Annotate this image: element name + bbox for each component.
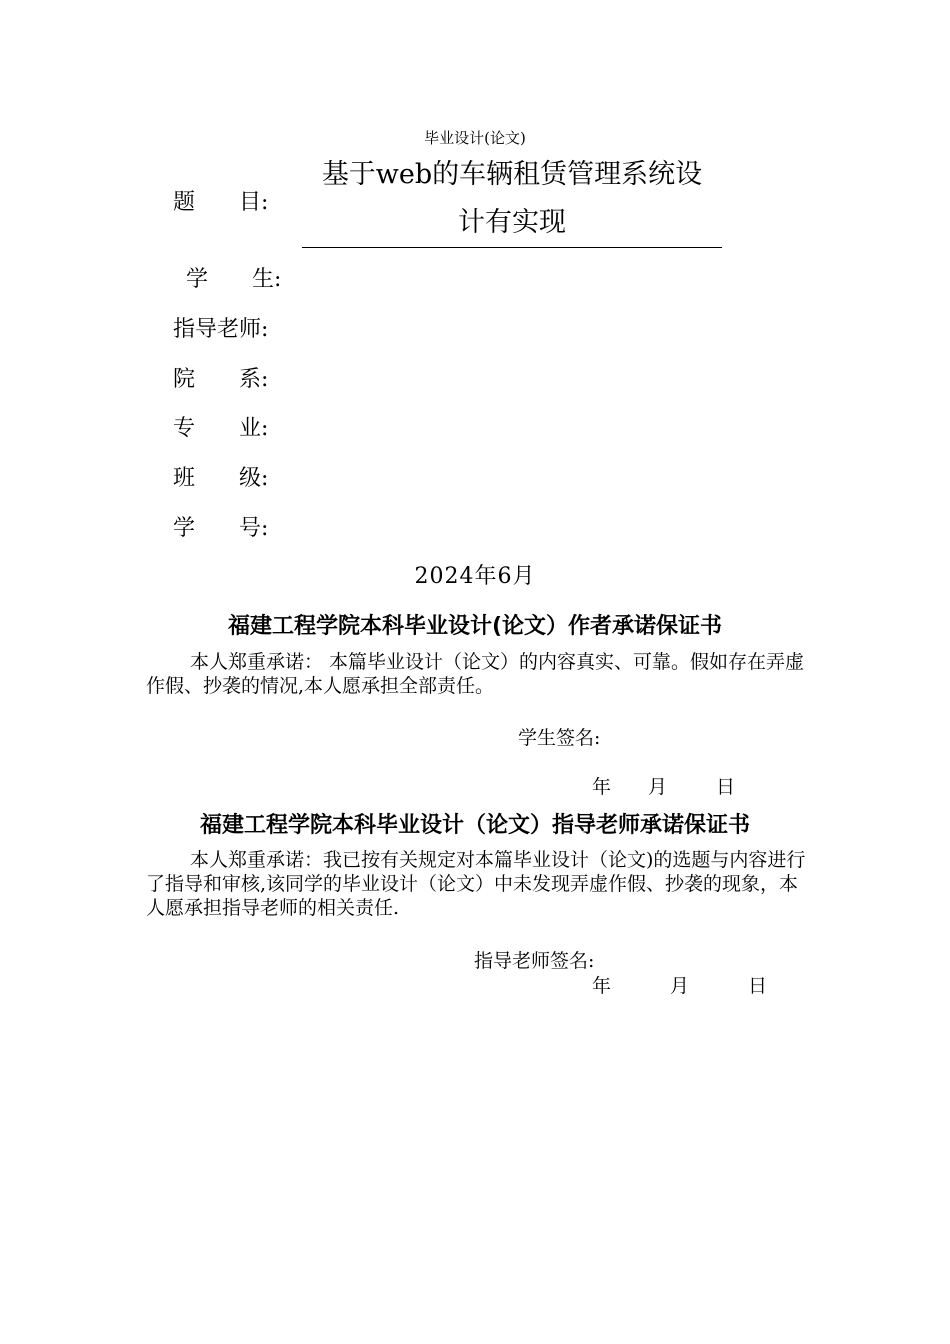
advisor-pledge-body: 本人郑重承诺：我已按有关规定对本篇毕业设计（论文)的选题与内容进行了指导和审核,该同学的毕业设计（论文）中未发现弄虚作假、抄袭的现象，本人愿承担指导老师的相关责任. <box>146 849 806 919</box>
student-field-label: 学 生: <box>186 267 282 292</box>
advisor-pledge-heading: 福建工程学院本科毕业设计（论文）指导老师承诺保证书 <box>199 813 750 838</box>
department-field-label: 院 系: <box>173 367 269 392</box>
class-field-label: 班 级: <box>173 466 269 491</box>
author-date-year: 年 <box>592 776 612 798</box>
advisor-date-day: 日 <box>748 975 768 997</box>
student-signature-label: 学生签名: <box>518 727 601 749</box>
major-field-label: 专 业: <box>173 416 269 441</box>
thesis-title-line-2: 计有实现 <box>458 207 566 238</box>
title-label: 题 目: <box>173 190 269 215</box>
student-id-field-label: 学 号: <box>173 516 269 541</box>
advisor-field-label: 指导老师: <box>173 317 269 342</box>
author-pledge-heading: 福建工程学院本科毕业设计(论文）作者承诺保证书 <box>227 614 723 639</box>
thesis-title-line-1: 基于web的车辆租赁管理系统设 <box>321 159 703 190</box>
author-pledge-body: 本人郑重承诺： 本篇毕业设计（论文）的内容真实、可靠。假如存在弄虚作假、抄袭的情况,本人愿承担全部责任。 <box>146 651 805 697</box>
document-type-header: 毕业设计(论文) <box>424 129 526 147</box>
author-date-month: 月 <box>648 776 668 798</box>
cover-date: 2024年6月 <box>414 564 536 589</box>
author-date-day: 日 <box>716 776 736 798</box>
advisor-signature-label: 指导老师签名: <box>474 950 595 972</box>
advisor-date-year: 年 <box>592 975 612 997</box>
title-underline <box>302 247 722 248</box>
advisor-date-month: 月 <box>670 975 690 997</box>
